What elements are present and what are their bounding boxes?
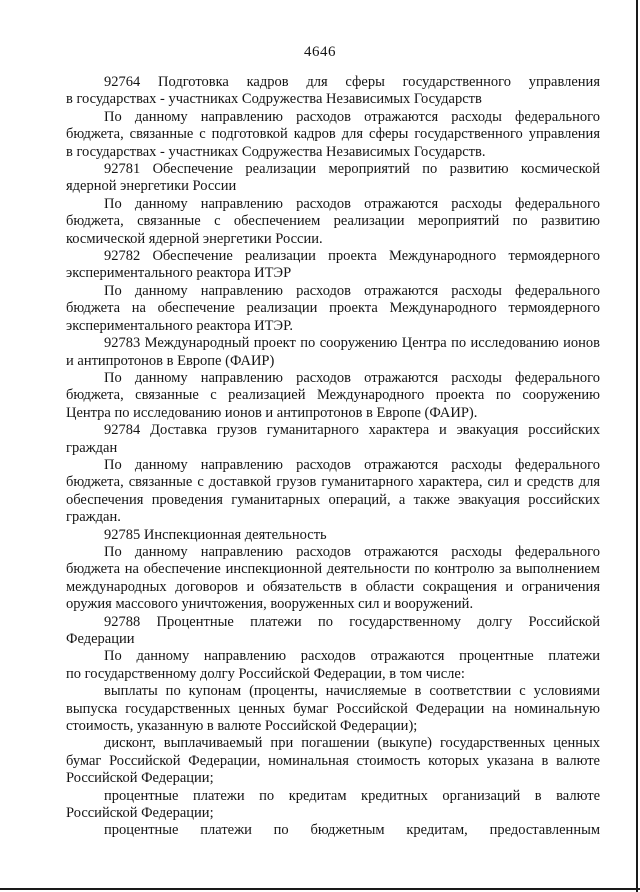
paragraph bbox=[66, 422, 600, 457]
paragraph bbox=[66, 161, 600, 196]
text-line: выпуска государственных ценных бумаг Российской Федерации на номинальную bbox=[66, 700, 600, 717]
text-line: по государственному долгу Российской Федерации, в том числе: bbox=[66, 665, 465, 682]
paragraph bbox=[66, 248, 600, 283]
text-line: 92783 Международный проект по сооружению Центра по исследованию ионов bbox=[104, 335, 600, 352]
text-line: и антипротонов в Европе (ФАИР) bbox=[66, 352, 275, 369]
text-line: бюджета, связанные с подготовкой кадров для сферы государственного управления bbox=[66, 126, 600, 143]
text-line: международных договоров и обязательств в области сокращения и ограничения bbox=[66, 578, 600, 595]
text-line: По данному направлению расходов отражаются расходы федерального bbox=[104, 108, 600, 125]
paragraph bbox=[66, 196, 600, 248]
text-line: Российской Федерации; bbox=[66, 770, 214, 787]
text-line: бюджета на обеспечение реализации проекта Международного термоядерного bbox=[66, 300, 600, 317]
paragraph bbox=[66, 74, 600, 109]
paragraph bbox=[66, 283, 600, 335]
text-line: космической ядерной энергетики России. bbox=[66, 230, 323, 247]
text-line: 92782 Обеспечение реализации проекта Международного термоядерного bbox=[104, 248, 600, 265]
paragraph bbox=[66, 109, 600, 161]
paragraph bbox=[66, 648, 600, 683]
text-line: Центра по исследованию ионов и антипротонов в Европе (ФАИР). bbox=[66, 404, 478, 421]
text-line: По данному направлению расходов отражаются расходы федерального bbox=[104, 543, 600, 560]
text-line: Федерации bbox=[66, 631, 135, 647]
page-number: 4646 bbox=[304, 44, 336, 60]
paragraph bbox=[66, 822, 600, 839]
text-line: бумаг Российской Федерации, номинальная стоимость которых указана в валюте bbox=[66, 752, 600, 769]
text-line: бюджета на обеспечение инспекционной деятельности по контролю за выполнением bbox=[66, 561, 600, 578]
text-line: 92784 Доставка грузов гуманитарного характера и эвакуация российских bbox=[104, 422, 600, 439]
text-line: 92785 Инспекционная деятельность bbox=[104, 526, 327, 543]
text-line: 92788 Процентные платежи по государственному долгу Российской bbox=[104, 613, 600, 630]
paragraph bbox=[66, 527, 600, 544]
text-line: Российской Федерации; bbox=[66, 805, 214, 822]
paragraph bbox=[66, 370, 600, 422]
text-line: 92764 Подготовка кадров для сферы государственного управления bbox=[104, 74, 600, 90]
text-line: По данному направлению расходов отражаются расходы федерального bbox=[104, 282, 600, 299]
text-line: граждан bbox=[66, 439, 118, 456]
paragraph bbox=[66, 335, 600, 370]
scan-border-bottom bbox=[0, 888, 640, 890]
paragraph bbox=[66, 788, 600, 823]
text-line: По данному направлению расходов отражаются процентные платежи bbox=[104, 648, 600, 665]
text-line: выплаты по купонам (проценты, начисляемые в соответствии с условиями bbox=[104, 683, 600, 700]
text-line: бюджета, связанные с обеспечением реализации мероприятий по развитию bbox=[66, 213, 600, 230]
paragraph bbox=[66, 544, 600, 614]
text-line: По данному направлению расходов отражаются расходы федерального bbox=[104, 195, 600, 212]
text-line: процентные платежи по бюджетным кредитам, предоставленным bbox=[104, 822, 600, 839]
paragraph bbox=[66, 614, 600, 649]
text-line: По данному направлению расходов отражаются расходы федерального bbox=[104, 456, 600, 473]
text-line: бюджета, связанные с реализацией Международного проекта по сооружению bbox=[66, 387, 600, 404]
text-line: граждан. bbox=[66, 509, 121, 526]
document-body bbox=[66, 74, 600, 840]
text-line: бюджета, связанные с доставкой грузов гуманитарного характера, сил и средств для bbox=[66, 474, 600, 491]
text-line: оружия массового уничтожения, вооруженных сил и вооружений. bbox=[66, 596, 474, 613]
text-line: 92781 Обеспечение реализации мероприятий по развитию космической bbox=[104, 161, 600, 178]
text-line: в государствах - участниках Содружества Независимых Государств. bbox=[66, 143, 486, 160]
scan-border-right bbox=[636, 0, 638, 892]
text-line: По данному направлению расходов отражаются расходы федерального bbox=[104, 369, 600, 386]
text-line: экспериментального реактора ИТЭР. bbox=[66, 317, 293, 334]
text-line: дисконт, выплачиваемый при погашении (выкупе) государственных ценных bbox=[104, 735, 600, 752]
text-line: процентные платежи по кредитам кредитных организаций в валюте bbox=[104, 787, 600, 804]
text-line: ядерной энергетики России bbox=[66, 178, 237, 195]
text-line: обеспечения проведения гуманитарных операций, а также эвакуация российских bbox=[66, 491, 600, 508]
paragraph bbox=[66, 457, 600, 527]
paragraph bbox=[66, 735, 600, 787]
text-line: экспериментального реактора ИТЭР bbox=[66, 265, 292, 282]
text-line: в государствах - участниках Содружества Независимых Государств bbox=[66, 91, 482, 108]
paragraph bbox=[66, 683, 600, 735]
text-line: стоимость, указанную в валюте Российской Федерации); bbox=[66, 718, 418, 735]
